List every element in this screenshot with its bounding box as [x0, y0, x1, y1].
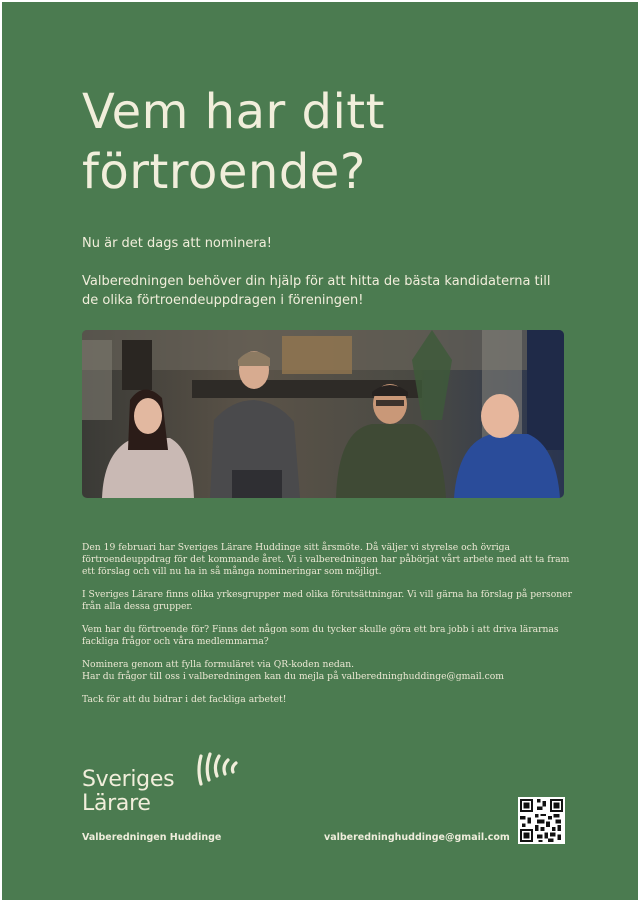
footer-email: valberedninghuddinge@gmail.com — [324, 832, 510, 843]
body-text — [82, 542, 572, 717]
subheading-help: Valberedningen behöver din hjälp för att hitta de bästa kandidaterna till de olika förtroendeuppdragen i föreningen! — [82, 274, 551, 308]
headline: Vem har ditt förtroende? — [82, 84, 385, 200]
logo-line2: Lärare — [82, 791, 151, 816]
paragraph-contact: Har du frågor till oss i valberedningen kan du mejla på valberedninghuddinge@gmail.com — [82, 671, 504, 682]
footer-organization: Valberedningen Huddinge — [82, 832, 222, 843]
subheading-nominate: Nu är det dags att nominera! — [82, 236, 272, 251]
logo-line1: Sveriges — [82, 767, 175, 792]
paragraph-thanks: Tack för att du bidrar i det fackliga arbetet! — [82, 694, 287, 705]
hand-stripes-logo-icon — [195, 750, 239, 794]
paragraph-annual-meeting: Den 19 februari har Sveriges Lärare Huddinge sitt årsmöte. Då väljer vi styrelse och övriga förtroendeuppdrag för det kommande året. Vi i valberedningen har påbörjat vårt arbete med att ta fram ett förslag och vill nu ha in så många nomineringar som möjligt. — [82, 542, 570, 577]
group-photo — [82, 330, 564, 498]
qr-code-icon[interactable] — [518, 797, 565, 844]
paragraph-groups: I Sveriges Lärare finns olika yrkesgrupper med olika förutsättningar. Vi vill gärna ha förslag på personer från alla dessa grupper. — [82, 589, 572, 612]
poster-page — [2, 2, 638, 900]
sveriges-larare-logo — [82, 750, 252, 822]
paragraph-trust: Vem har du förtroende för? Finns det någon som du tycker skulle göra ett bra jobb i att driva lärarnas fackliga frågor och våra medlemmarna? — [82, 624, 559, 647]
paragraph-nominate: Nominera genom att fylla formuläret via QR-koden nedan. — [82, 659, 355, 670]
